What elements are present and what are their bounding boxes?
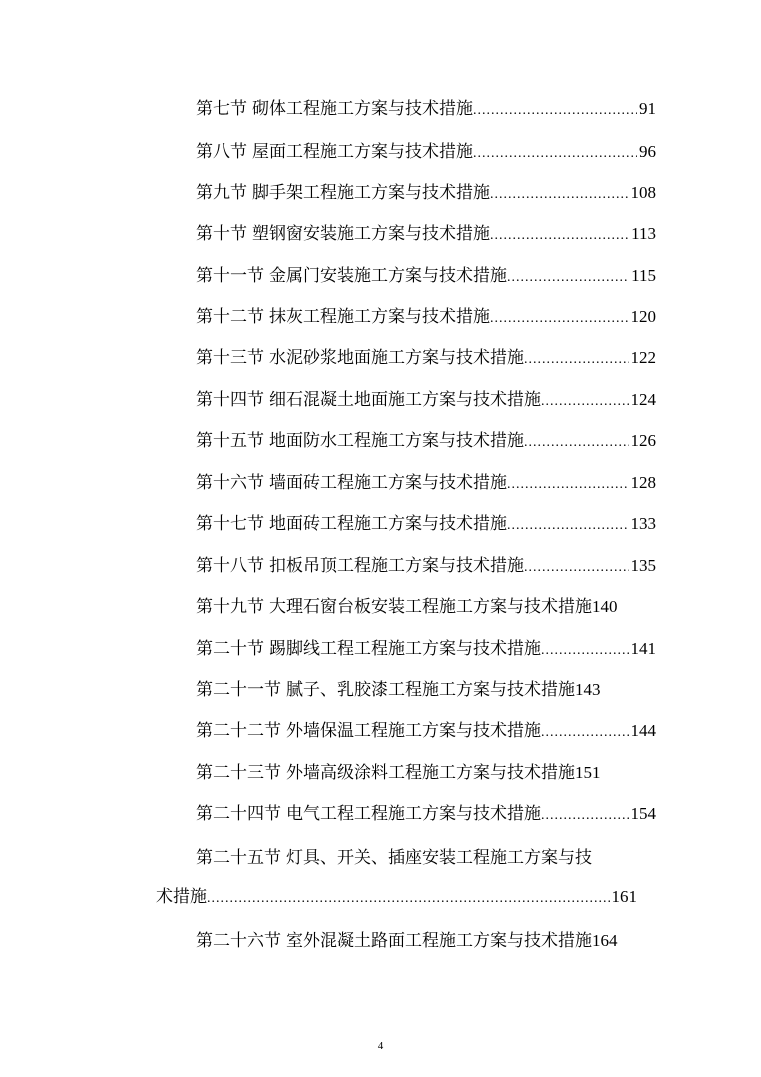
toc-entry[interactable] xyxy=(196,139,656,165)
page-number: 4 xyxy=(377,1040,384,1052)
toc-leader xyxy=(473,98,637,124)
toc-page-number: 120 xyxy=(630,307,656,326)
toc-page-number: 141 xyxy=(630,639,656,658)
toc-section: 第二十节 xyxy=(196,639,264,659)
toc-page-number: 108 xyxy=(630,183,656,202)
toc-section: 第十节 xyxy=(196,224,247,244)
toc-page-number: 91 xyxy=(639,99,656,118)
toc-entry[interactable] xyxy=(196,594,656,620)
toc-leader xyxy=(524,347,629,373)
toc-section: 第十三节 xyxy=(196,348,264,368)
toc-entry[interactable] xyxy=(196,760,656,786)
toc-section: 第二十三节 xyxy=(196,763,281,783)
toc-leader xyxy=(507,472,629,498)
toc-page-number: 161 xyxy=(611,887,637,906)
toc-title: 外墙高级涂料工程施工方案与技术措施 xyxy=(286,763,575,783)
toc-section: 第十五节 xyxy=(196,431,264,451)
toc-entry[interactable] xyxy=(196,96,656,122)
toc-entry-wrapped-line2[interactable] xyxy=(156,884,637,910)
toc-title: 屋面工程施工方案与技术措施 xyxy=(252,142,473,162)
toc-section: 第十九节 xyxy=(196,597,264,617)
toc-page-number: 143 xyxy=(575,680,601,699)
toc-section: 第七节 xyxy=(196,99,247,119)
toc-title: 踢脚线工程工程施工方案与技术措施 xyxy=(269,639,541,659)
toc-title: 扣板吊顶工程施工方案与技术措施 xyxy=(269,556,524,576)
toc-title: 大理石窗台板安装工程施工方案与技术措施 xyxy=(269,597,592,617)
toc-entry[interactable] xyxy=(196,428,656,454)
toc-title: 室外混凝土路面工程施工方案与技术措施 xyxy=(286,931,592,951)
toc-entry[interactable] xyxy=(196,677,656,703)
toc-section: 第二十五节 xyxy=(196,848,281,868)
toc-title-continued: 术措施 xyxy=(156,887,207,907)
toc-title: 脚手架工程施工方案与技术措施 xyxy=(252,183,490,203)
toc-section: 第二十一节 xyxy=(196,680,281,700)
toc-title: 细石混凝土地面施工方案与技术措施 xyxy=(269,390,541,410)
toc-page-number: 113 xyxy=(631,224,656,243)
toc-title: 抹灰工程施工方案与技术措施 xyxy=(269,307,490,327)
toc-leader xyxy=(541,638,629,664)
toc-page-number: 164 xyxy=(592,931,618,950)
toc-section: 第二十二节 xyxy=(196,721,281,741)
toc-section: 第九节 xyxy=(196,183,247,203)
toc-entry[interactable] xyxy=(196,928,656,954)
toc-page-number: 133 xyxy=(630,514,656,533)
toc-page-number: 122 xyxy=(630,348,656,367)
toc-leader xyxy=(524,555,629,581)
toc-title: 灯具、开关、插座安装工程施工方案与技 xyxy=(286,848,592,868)
toc-section: 第十二节 xyxy=(196,307,264,327)
toc-title: 外墙保温工程施工方案与技术措施 xyxy=(286,721,541,741)
toc-page-number: 140 xyxy=(592,597,618,616)
toc-entry[interactable] xyxy=(196,553,656,579)
toc-page-number: 154 xyxy=(630,804,656,823)
toc-title: 电气工程工程施工方案与技术措施 xyxy=(286,804,541,824)
toc-leader xyxy=(490,223,629,249)
toc-entry[interactable] xyxy=(196,470,656,496)
toc-title: 地面防水工程施工方案与技术措施 xyxy=(269,431,524,451)
toc-leader xyxy=(541,389,629,415)
toc-section: 第十六节 xyxy=(196,473,264,493)
toc-leader xyxy=(541,803,629,829)
toc-entry[interactable] xyxy=(196,304,656,330)
toc-entry[interactable] xyxy=(196,345,656,371)
toc-page-number: 126 xyxy=(630,431,656,450)
toc-page-number: 151 xyxy=(575,763,601,782)
toc-entry[interactable] xyxy=(196,263,656,289)
toc-title: 水泥砂浆地面施工方案与技术措施 xyxy=(269,348,524,368)
toc-section: 第十一节 xyxy=(196,266,264,286)
toc-entry[interactable] xyxy=(196,801,656,827)
toc-section: 第十七节 xyxy=(196,514,264,534)
toc-title: 金属门安装施工方案与技术措施 xyxy=(269,266,507,286)
toc-section: 第二十四节 xyxy=(196,804,281,824)
toc-leader xyxy=(524,430,629,456)
toc-page-number: 96 xyxy=(639,142,656,161)
toc-entry[interactable] xyxy=(196,180,656,206)
toc-title: 墙面砖工程施工方案与技术措施 xyxy=(269,473,507,493)
toc-entry-wrapped-line1[interactable] xyxy=(196,845,656,871)
toc-leader xyxy=(507,265,629,291)
toc-entry[interactable] xyxy=(196,221,656,247)
toc-page-number: 135 xyxy=(630,556,656,575)
toc-section: 第二十六节 xyxy=(196,931,281,951)
toc-page-number: 124 xyxy=(630,390,656,409)
toc-section: 第十八节 xyxy=(196,556,264,576)
toc-page-number: 144 xyxy=(630,721,656,740)
toc-title: 地面砖工程施工方案与技术措施 xyxy=(269,514,507,534)
toc-page-number: 128 xyxy=(630,473,656,492)
toc-page-number: 115 xyxy=(631,266,656,285)
toc-section: 第八节 xyxy=(196,142,247,162)
toc-entry[interactable] xyxy=(196,387,656,413)
toc-title: 砌体工程施工方案与技术措施 xyxy=(252,99,473,119)
toc-section: 第十四节 xyxy=(196,390,264,410)
toc-leader xyxy=(490,182,629,208)
toc-leader xyxy=(207,886,610,912)
toc-title: 腻子、乳胶漆工程施工方案与技术措施 xyxy=(286,680,575,700)
toc-entry[interactable] xyxy=(196,511,656,537)
toc-entry[interactable] xyxy=(196,636,656,662)
toc-leader xyxy=(507,513,629,539)
toc-leader xyxy=(541,720,629,746)
toc-leader xyxy=(490,306,629,332)
toc-leader xyxy=(473,141,637,167)
toc-title: 塑钢窗安装施工方案与技术措施 xyxy=(252,224,490,244)
toc-entry[interactable] xyxy=(196,718,656,744)
